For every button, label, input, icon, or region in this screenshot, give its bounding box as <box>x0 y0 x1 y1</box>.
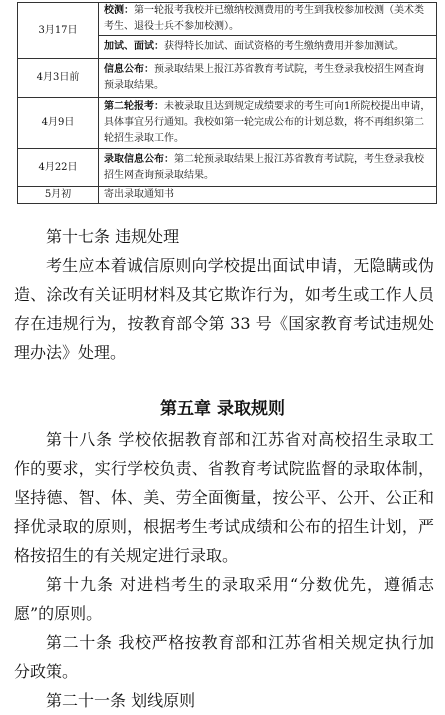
schedule-item-title: 信息公布： <box>104 64 154 75</box>
schedule-desc-cell: 寄出录取通知书 <box>99 187 437 204</box>
table-row <box>18 98 437 149</box>
schedule-item-text: 预录取结果上报江苏省教育考试院，考生登录我校招生网查询预录取结果。 <box>104 64 424 91</box>
admission-schedule-table <box>17 2 437 204</box>
schedule-date-cell: 3月17日 <box>18 3 99 59</box>
table-row <box>18 59 437 98</box>
chapter-title: 第五章 录取规则 <box>160 399 285 419</box>
table-row <box>18 3 437 36</box>
schedule-date-cell: 5月初 <box>18 187 99 204</box>
article-18: 第十八条 学校依据教育部和江苏省对高校招生录取工作的要求，实行学校负责、省教育考试院监督的录取体制，坚持德、智、体、美、劳全面衡量，按公平、公开、公正和择优录取的原则，根据考生考试成绩和公布的招生计划，严格按招生的有关规定进行录取。 <box>14 430 434 565</box>
article-20: 第二十条 我校严格按教育部和江苏省相关规定执行加分政策。 <box>14 633 434 681</box>
schedule-desc-cell <box>99 59 437 98</box>
schedule-item-text: 第一轮报考我校并已缴纳校测费用的考生到我校参加校测（美术类考生、退役士兵不参加校测）。 <box>104 5 424 32</box>
schedule-item-title: 校测： <box>104 5 134 16</box>
schedule-item-title: 第二轮报考： <box>104 101 164 112</box>
schedule-item-title: 加试、面试： <box>104 41 164 52</box>
schedule-date-cell: 4月3日前 <box>18 59 99 98</box>
table-row <box>18 149 437 187</box>
article-19: 第十九条 对进档考生的录取采用“分数优先，遵循志愿”的原则。 <box>14 575 434 623</box>
schedule-date-cell: 4月9日 <box>18 98 99 149</box>
schedule-desc-cell <box>99 149 437 187</box>
schedule-item-text: 第二轮预录取结果上报江苏省教育考试院，考生登录我校招生网查询预录取结果。 <box>104 153 424 181</box>
schedule-item-title: 录取信息公布： <box>104 153 174 165</box>
article-17-body: 考生应本着诚信原则向学校提出面试申请，无隐瞒或伪造、涂改有关证明材料及其它欺诈行为，如考生或工作人员存在违规行为，按教育部令第 33 号《国家教育考试违规处理办法》处理。 <box>14 256 434 362</box>
schedule-desc-cell <box>99 3 437 36</box>
schedule-desc-cell <box>99 98 437 149</box>
schedule-desc-cell <box>99 36 437 59</box>
schedule-item-text: 获得特长加试、面试资格的考生缴纳费用并参加测试。 <box>164 41 404 52</box>
article-17-heading: 第十七条 违规处理 <box>46 227 180 246</box>
schedule-item-text: 未被录取且达到规定成绩要求的考生可向1所院校提出申请，具体事宜另行通知。我校如第一轮完成公布的计划总数，将不再组织第二轮招生录取工作。 <box>104 101 431 144</box>
article-21: 第二十一条 划线原则 <box>46 691 196 710</box>
table-row <box>18 187 437 204</box>
schedule-date-cell: 4月22日 <box>18 149 99 187</box>
